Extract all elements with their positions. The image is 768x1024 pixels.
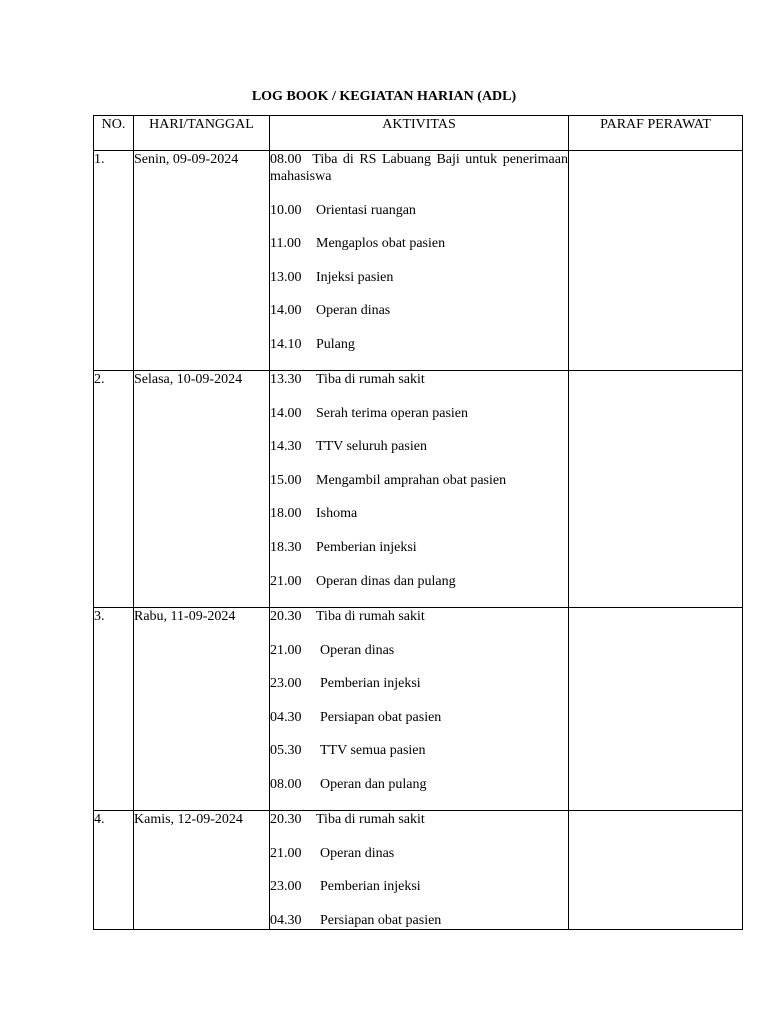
activity-desc: Tiba di rumah sakit [316, 372, 425, 387]
row-day: Selasa, 10-09-2024 [134, 371, 270, 608]
activity-time: 14.10 [270, 336, 302, 352]
activity-item [270, 845, 568, 862]
activity-desc: Tiba di rumah sakit [316, 812, 425, 827]
table-row [94, 811, 743, 930]
activity-desc: Pemberian injeksi [316, 539, 417, 555]
activity-time: 13.30 [270, 372, 302, 387]
activity-desc: Tiba di RS Labuang Baji untuk penerimaan mahasiswa [270, 152, 568, 184]
header-day: HARI/TANGGAL [134, 116, 270, 151]
activity-time: 23.00 [270, 676, 302, 692]
table-row [94, 151, 743, 371]
activity-item [270, 675, 568, 692]
signature-cell [569, 608, 743, 811]
table-row [94, 371, 743, 608]
activity-item [270, 336, 568, 353]
activity-time: 18.30 [270, 539, 302, 555]
activity-time: 08.00 [270, 152, 302, 167]
row-day: Rabu, 11-09-2024 [134, 608, 270, 811]
table-header-row [94, 116, 743, 151]
activity-desc: Persiapan obat pasien [320, 709, 442, 725]
header-signature: PARAF PERAWAT [569, 116, 743, 151]
signature-cell [569, 151, 743, 371]
activity-list [270, 811, 569, 930]
row-number: 3. [94, 608, 134, 811]
activity-time: 15.00 [270, 472, 302, 488]
activity-item [270, 302, 568, 319]
signature-cell [569, 811, 743, 930]
document-title [0, 88, 768, 105]
activity-desc: Operan dinas [316, 303, 391, 319]
activity-item [270, 811, 568, 828]
activity-item [270, 269, 568, 286]
activity-time: 04.30 [270, 709, 302, 725]
activity-time: 18.00 [270, 506, 302, 522]
row-number: 4. [94, 811, 134, 930]
activity-time: 13.00 [270, 269, 302, 285]
activity-item [270, 608, 568, 625]
activity-desc: Operan dinas [320, 642, 395, 658]
activity-item [270, 405, 568, 422]
activity-item [270, 573, 568, 590]
row-day: Kamis, 12-09-2024 [134, 811, 270, 930]
activity-desc: Mengambil amprahan obat pasien [316, 472, 507, 488]
activity-time: 23.00 [270, 879, 302, 895]
activity-desc: Operan dinas [320, 845, 395, 861]
activity-item [270, 235, 568, 252]
activity-time: 14.30 [270, 439, 302, 455]
activity-desc: Pemberian injeksi [320, 676, 421, 692]
activity-desc: Serah terima operan pasien [316, 405, 468, 421]
activity-desc: Operan dan pulang [320, 776, 427, 792]
activity-desc: TTV semua pasien [320, 743, 426, 759]
activity-time: 14.00 [270, 303, 302, 319]
activity-desc: Pulang [316, 336, 355, 352]
activity-item [270, 151, 568, 185]
activity-item [270, 878, 568, 895]
activity-desc: Persiapan obat pasien [320, 912, 442, 928]
activity-desc: Mengaplos obat pasien [316, 236, 446, 252]
activity-time: 11.00 [270, 236, 301, 252]
activity-item [270, 539, 568, 556]
activity-time: 21.00 [270, 573, 302, 589]
document-title-text: LOG BOOK / KEGIATAN HARIAN (ADL) [251, 89, 517, 104]
row-number: 2. [94, 371, 134, 608]
row-day: Senin, 09-09-2024 [134, 151, 270, 371]
activity-time: 20.30 [270, 609, 302, 624]
signature-cell [569, 371, 743, 608]
activity-desc: TTV seluruh pasien [316, 439, 427, 455]
activity-item [270, 472, 568, 489]
activity-time: 14.00 [270, 405, 302, 421]
activity-desc: Operan dinas dan pulang [316, 573, 456, 589]
activity-time: 10.00 [270, 202, 302, 218]
activity-list [270, 608, 569, 811]
activity-desc: Orientasi ruangan [316, 202, 416, 218]
activity-desc: Pemberian injeksi [320, 879, 421, 895]
activity-item [270, 776, 568, 793]
activity-desc: Injeksi pasien [316, 269, 394, 285]
activity-time: 08.00 [270, 776, 302, 792]
activity-item [270, 371, 568, 388]
activity-list [270, 371, 569, 608]
activity-desc: Tiba di rumah sakit [316, 609, 425, 624]
log-book-table [93, 115, 743, 930]
activity-item [270, 709, 568, 726]
activity-item [270, 505, 568, 522]
activity-time: 05.30 [270, 743, 302, 759]
activity-item [270, 642, 568, 659]
header-no: NO. [94, 116, 134, 151]
activity-list [270, 151, 569, 371]
activity-item [270, 742, 568, 759]
activity-desc: Ishoma [316, 506, 358, 522]
activity-time: 21.00 [270, 845, 302, 861]
activity-time: 21.00 [270, 642, 302, 658]
activity-time: 04.30 [270, 912, 302, 928]
activity-time: 20.30 [270, 812, 302, 827]
activity-item [270, 438, 568, 455]
header-activity: AKTIVITAS [270, 116, 569, 151]
row-number: 1. [94, 151, 134, 371]
table-row [94, 608, 743, 811]
activity-item [270, 202, 568, 219]
activity-item [270, 912, 568, 929]
